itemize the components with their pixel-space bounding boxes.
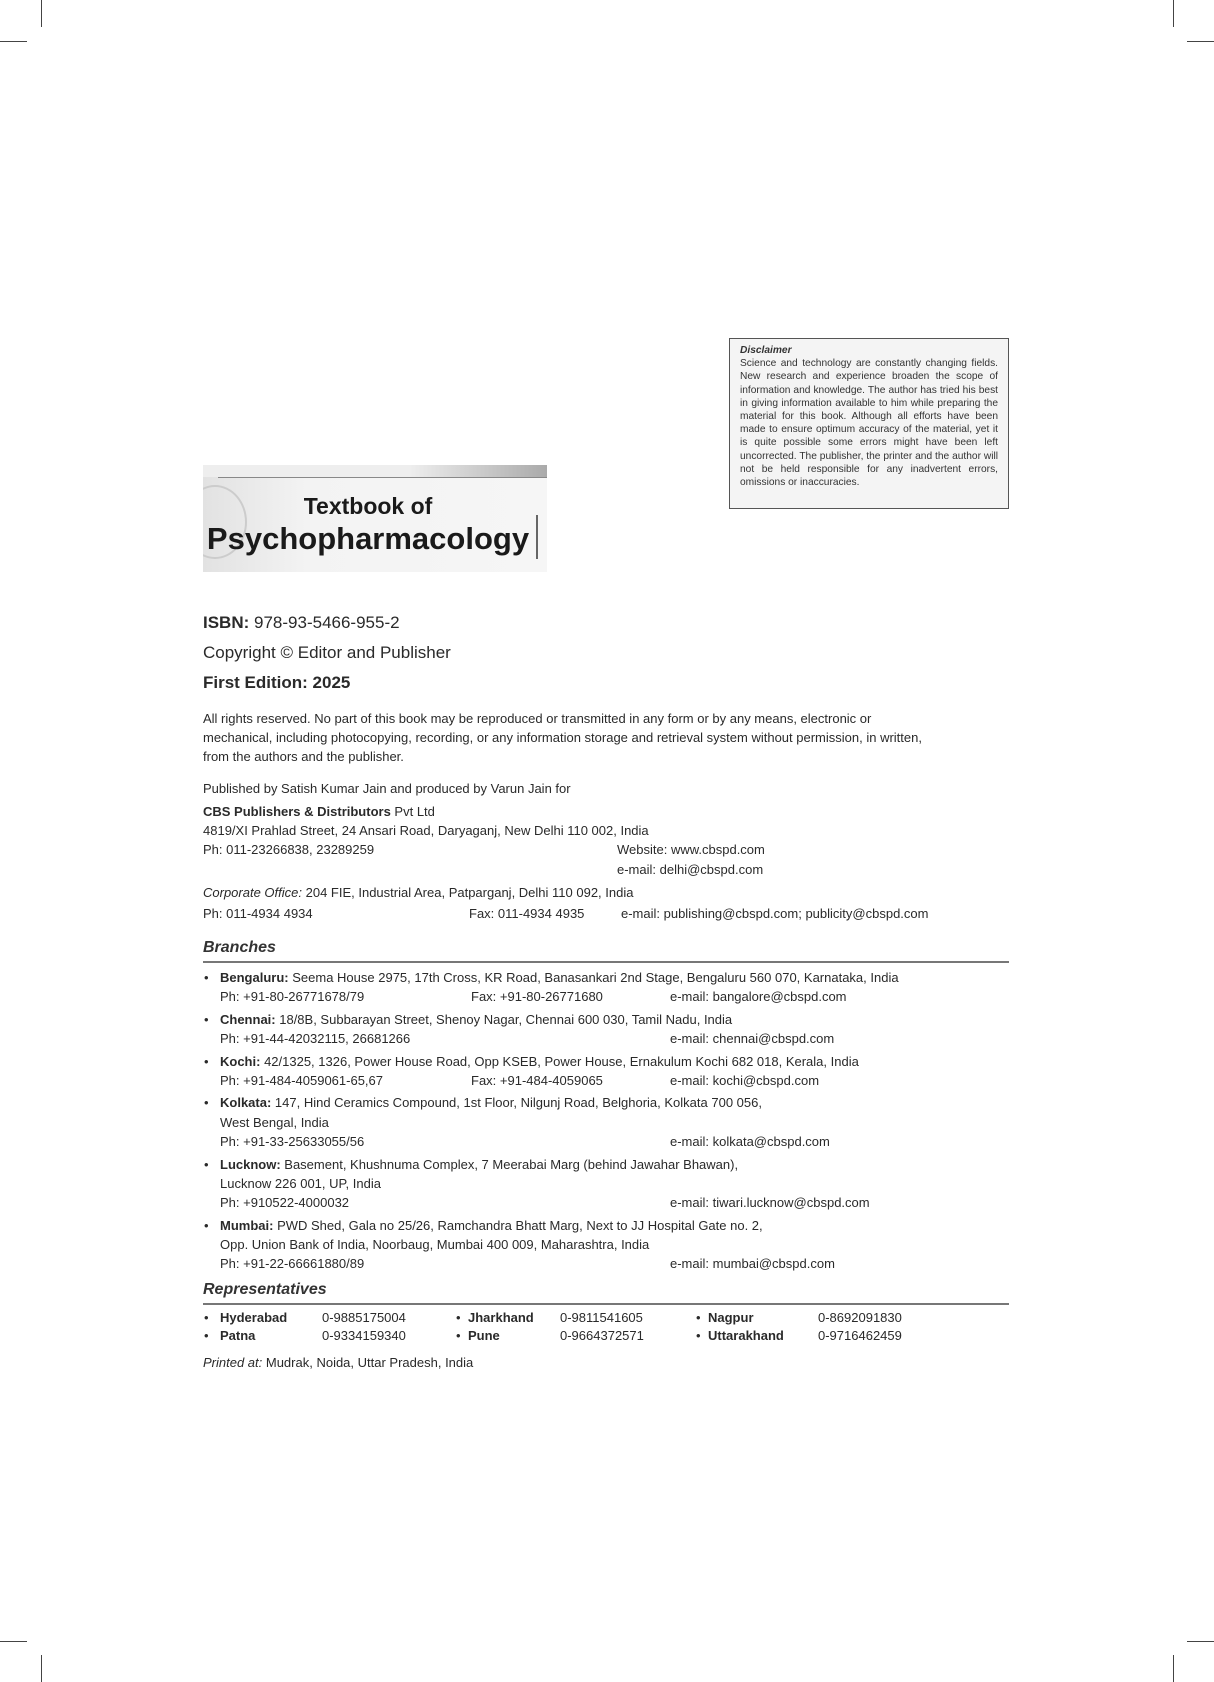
bullet-icon: • [204, 1217, 209, 1233]
printed-label: Printed at: [203, 1355, 263, 1370]
branch-address [220, 1155, 738, 1174]
branch-address [220, 968, 899, 987]
crop-mark [0, 41, 27, 42]
representative-phone: 0-8692091830 [818, 1310, 902, 1325]
branch-phone: Ph: +91-80-26771678/79 [220, 989, 365, 1005]
publisher-website: Website: www.cbspd.com [617, 842, 765, 857]
branches-heading: Branches [203, 939, 276, 956]
printed-at [203, 1353, 473, 1372]
branch-address [220, 1052, 859, 1071]
branch-phone: Ph: +91-44-42032115, 26681266 [220, 1031, 411, 1047]
branch-address-line: Lucknow 226 001, UP, India [220, 1175, 381, 1191]
corporate-phone: Ph: 011-4934 4934 [203, 906, 313, 921]
branch-email: e-mail: kochi@cbspd.com [670, 1072, 820, 1088]
title-line-2: Psychopharmacology [206, 521, 530, 556]
branch-address-text: Seema House 2975, 17th Cross, KR Road, Banasankari 2nd Stage, Bengaluru 560 070, Karnataka, India [288, 970, 899, 985]
branch-city: Mumbai: [220, 1217, 274, 1233]
isbn-value: 978-93-5466-955-2 [254, 613, 400, 632]
branch-address [220, 1216, 763, 1235]
bullet-icon: • [696, 1310, 701, 1325]
corporate-email: e-mail: publishing@cbspd.com; publicity@cbspd.com [621, 906, 929, 921]
branch-email: e-mail: tiwari.lucknow@cbspd.com [670, 1195, 870, 1211]
branch-fax: Fax: +91-484-4059065 [471, 1072, 603, 1088]
branch-phone: Ph: +91-484-4059061-65,67 [220, 1072, 383, 1088]
branch-address-line: Opp. Union Bank of India, Noorbaug, Mumbai 400 009, Maharashtra, India [220, 1236, 650, 1252]
representative-name: Patna [220, 1327, 256, 1343]
bullet-icon: • [204, 1310, 209, 1325]
publisher-name [203, 802, 435, 821]
branch-fax: Fax: +91-80-26771680 [471, 989, 603, 1005]
representative-name: Nagpur [708, 1310, 754, 1325]
branch-phone: Ph: +91-22-66661880/89 [220, 1256, 365, 1272]
rights-line: from the authors and the publisher. [203, 749, 404, 764]
branch-address-text: 42/1325, 1326, Power House Road, Opp KSEB, Power House, Ernakulum Kochi 682 018, Kerala, India [260, 1053, 859, 1069]
branch-email: e-mail: bangalore@cbspd.com [670, 989, 847, 1005]
rights-line: All rights reserved. No part of this book may be reproduced or transmitted in any form or by any means, electronic or [203, 711, 872, 726]
representative-name: Hyderabad [220, 1310, 288, 1325]
crop-mark [1173, 1655, 1174, 1682]
representative-phone: 0-9716462459 [818, 1327, 902, 1343]
crop-mark [0, 1641, 27, 1642]
branch-city: Kolkata: [220, 1095, 272, 1111]
disclaimer-heading: Disclaimer [740, 345, 792, 356]
title-line-1: Textbook of [303, 493, 433, 519]
representative-phone: 0-9885175004 [322, 1310, 406, 1325]
bullet-icon: • [204, 1156, 209, 1172]
publisher-phone: Ph: 011-23266838, 23289259 [203, 842, 375, 857]
branch-email: e-mail: chennai@cbspd.com [670, 1031, 835, 1047]
bullet-icon: • [204, 1095, 209, 1111]
representatives-heading: Representatives [203, 1281, 327, 1298]
branch-address-text: PWD Shed, Gala no 25/26, Ramchandra Bhatt Marg, Next to JJ Hospital Gate no. 2, [273, 1217, 763, 1233]
branch-email: e-mail: mumbai@cbspd.com [670, 1256, 835, 1272]
bullet-icon: • [204, 1327, 209, 1343]
book-title-image [203, 465, 547, 572]
branch-address-text: 147, Hind Ceramics Compound, 1st Floor, Nilgunj Road, Belghoria, Kolkata 700 056, [271, 1095, 762, 1111]
branch-city: Kochi: [220, 1053, 261, 1069]
representative-name: Pune [468, 1327, 500, 1343]
bullet-icon: • [204, 1011, 209, 1027]
disclaimer-text: Science and technology are constantly changing fields. New research and experience broaden the scope of information and knowledge. The author has tried his best in giving information available to him while preparing the material for this book. Although all efforts have been made to ensure optimum accuracy of the material, yet it is quite possible some errors might have been left uncorrected. The publisher, the printer and the author will not be held responsible for any inadvertent errors, omissions or inaccuracies. [740, 358, 998, 489]
disclaimer-box [729, 338, 1009, 509]
branch-city: Chennai: [220, 1011, 276, 1027]
branch-address-text: Basement, Khushnuma Complex, 7 Meerabai Marg (behind Jawahar Bhawan), [280, 1156, 739, 1172]
divider [203, 961, 1009, 963]
representative-phone: 0-9811541605 [560, 1310, 643, 1325]
branch-email: e-mail: kolkata@cbspd.com [670, 1134, 830, 1149]
isbn-label: ISBN: [203, 613, 250, 632]
bullet-icon: • [204, 1053, 209, 1069]
representative-name: Uttarakhand [708, 1327, 784, 1343]
crop-mark [1187, 1641, 1214, 1642]
corporate-address: 204 FIE, Industrial Area, Patparganj, Delhi 110 092, India [302, 885, 634, 900]
branch-address-text: 18/8B, Subbarayan Street, Shenoy Nagar, Chennai 600 030, Tamil Nadu, India [275, 1011, 733, 1027]
published-by: Published by Satish Kumar Jain and produced by Varun Jain for [203, 781, 571, 796]
branch-address [220, 1010, 732, 1029]
rights-line: mechanical, including photocopying, recording, or any information storage and retrieval system without permission, in written, [203, 730, 922, 745]
branch-city: Lucknow: [220, 1156, 281, 1172]
corporate-label: Corporate Office: [203, 885, 302, 900]
branch-address [220, 1093, 762, 1112]
publisher-email: e-mail: delhi@cbspd.com [617, 862, 764, 877]
crop-mark [1173, 0, 1174, 27]
divider [203, 1303, 1009, 1305]
edition: First Edition: 2025 [203, 673, 351, 692]
branch-phone: Ph: +91-33-25633055/56 [220, 1134, 365, 1149]
publisher-address: 4819/XI Prahlad Street, 24 Ansari Road, Daryaganj, New Delhi 110 002, India [203, 823, 649, 838]
corporate-fax: Fax: 011-4934 4935 [469, 906, 585, 921]
corporate-office [203, 883, 633, 902]
representative-phone: 0-9664372571 [560, 1327, 644, 1343]
bullet-icon: • [696, 1327, 701, 1343]
bullet-icon: • [456, 1327, 461, 1343]
isbn [203, 613, 400, 633]
bullet-icon: • [456, 1310, 461, 1325]
copyright: Copyright © Editor and Publisher [203, 643, 451, 662]
publisher-name-rest: Pvt Ltd [390, 804, 435, 819]
representative-name: Jharkhand [468, 1310, 534, 1325]
representative-phone: 0-9334159340 [322, 1327, 406, 1343]
crop-mark [41, 1655, 42, 1682]
publisher-name-bold: CBS Publishers & Distributors [203, 804, 391, 819]
crop-mark [41, 0, 42, 27]
branch-address-line: West Bengal, India [220, 1114, 329, 1130]
crop-mark [1187, 41, 1214, 42]
printed-value: Mudrak, Noida, Uttar Pradesh, India [262, 1355, 474, 1370]
branch-city: Bengaluru: [220, 970, 289, 985]
bullet-icon: • [204, 970, 209, 985]
branch-phone: Ph: +910522-4000032 [220, 1195, 350, 1211]
